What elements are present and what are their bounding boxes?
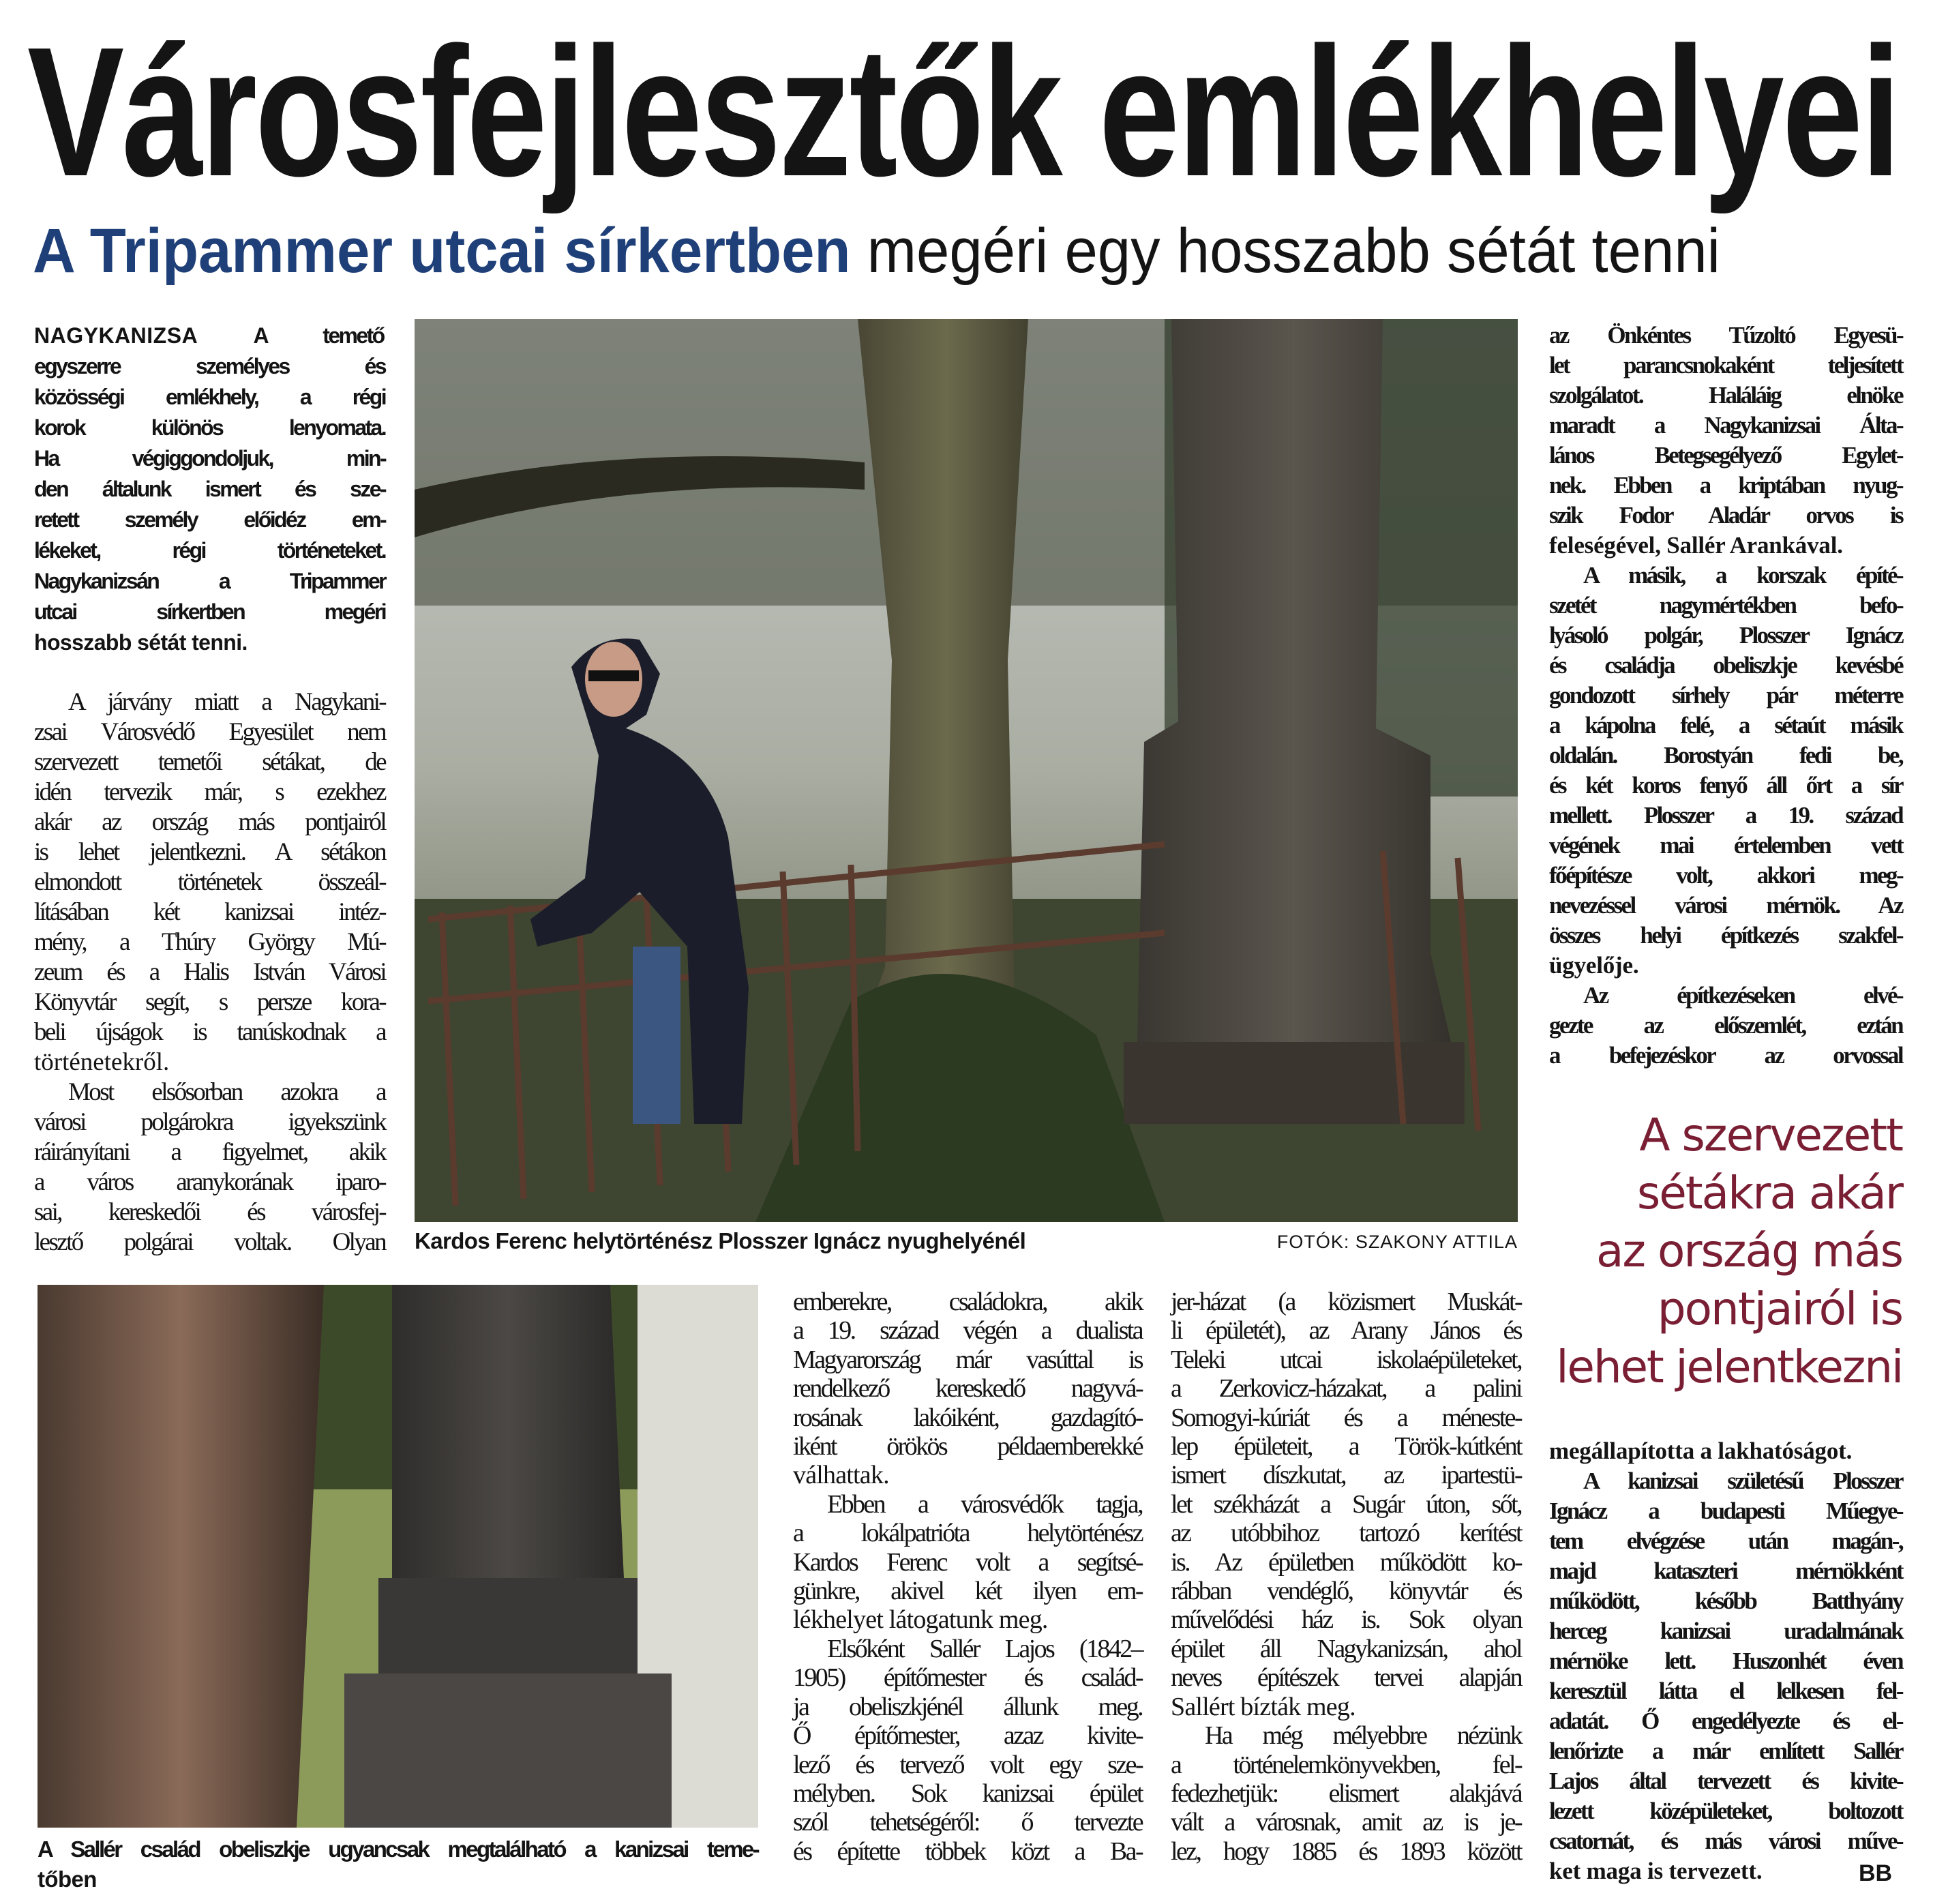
text-line: tem elvégzése után magán-, [1549, 1528, 1902, 1554]
text-line: emberekre, családokra, akik [793, 1288, 1142, 1316]
text-line: az Önkéntes Tűzoltó Egyesü- [1549, 322, 1902, 348]
text-line: keresztül látta el lelkesen fel- [1549, 1678, 1902, 1704]
text-line: let székházát a Sugár úton, sőt, [1171, 1489, 1521, 1519]
text-line: lező és tervező volt egy sze- [793, 1750, 1142, 1779]
article-column-1 [34, 687, 385, 1258]
intro-line: lékeket, régi történeteket. [34, 538, 385, 563]
text-line: li épületét), az Arany János és [1171, 1316, 1521, 1345]
author-signature: BB [1859, 1860, 1893, 1886]
headline: Városfejlesztők emlékhelyei [27, 10, 1899, 215]
pull-quote-line: lehet jelentkezni [1556, 1341, 1902, 1393]
text-line: mény, a Thúry György Mú- [34, 928, 385, 956]
text-line: is. Az épületben működött ko- [1171, 1547, 1521, 1577]
pull-quote-line: sétákra akár [1636, 1167, 1902, 1219]
text-line: adatát. Ő engedélyezte és el- [1549, 1708, 1902, 1734]
text-line: gondozott sírhely pár méterre [1549, 682, 1902, 709]
intro-first-line: NAGYKANIZSA A temető [34, 323, 384, 348]
intro-lead [34, 321, 385, 658]
text-line: Ő építőmester, azaz kivite- [793, 1721, 1142, 1751]
intro-line: Ha végiggondoljuk, min- [34, 446, 385, 471]
text-line: városi polgárokra igyekszünk [34, 1108, 385, 1136]
main-photo-caption: Kardos Ferenc helytörténész Plosszer Ignácz nyughelyénél [415, 1228, 1026, 1253]
text-line: ügyelője. [1549, 952, 1639, 979]
text-line: jer-házat (a közismert Muskát- [1171, 1288, 1521, 1316]
article-column-3 [793, 1288, 1142, 1866]
text-line: a történelemkönyvekben, fel- [1171, 1750, 1521, 1779]
text-line: és két koros fenyő áll őrt a sír [1549, 772, 1902, 799]
text-line: rábban vendéglő, könyvtár és [1171, 1577, 1521, 1606]
intro-line: közösségi emlékhely, a régi [34, 385, 385, 409]
text-line: Magyarország már vasúttal is [793, 1345, 1142, 1374]
text-line: fedezhetjük: elismert alakjává [1171, 1779, 1521, 1808]
caption-line: A Sallér család obeliszkje ugyancsak megtalálható a kanizsai teme- [38, 1836, 758, 1862]
text-line: a befejezéskor az orvossal [1549, 1042, 1902, 1069]
subheadline [33, 217, 1724, 285]
pull-quote-line: A szervezett [1639, 1109, 1902, 1161]
text-line: is lehet jelentkezni. A sétákon [34, 838, 385, 866]
text-line: A kanizsai születésű Plosszer [1583, 1468, 1902, 1494]
text-line: vált a városnak, amit az is je- [1171, 1808, 1521, 1837]
second-photo-caption [38, 1834, 758, 1894]
text-line: lyásoló polgár, Plosszer Ignácz [1549, 622, 1902, 649]
text-line: A járvány miatt a Nagykani- [68, 688, 385, 716]
dateline: NAGYKANIZSA [34, 323, 198, 348]
intro-line: den általunk ismert és sze- [34, 477, 385, 501]
text-line: gezte az előszemlét, eztán [1549, 1012, 1902, 1039]
text-line: nek. Ebben a kriptában nyug- [1549, 472, 1902, 499]
text-line: maradt a Nagykanizsai Álta- [1549, 412, 1902, 438]
text-line: a lokálpatrióta helytörténész [793, 1519, 1142, 1548]
text-line: majd kataszteri mérnökként [1549, 1558, 1902, 1584]
text-line: Ignácz a budapesti Műegye- [1549, 1498, 1902, 1524]
text-line: nevezéssel városi mérnök. Az [1549, 892, 1902, 919]
photo-credit: FOTÓK: SZAKONY ATTILA [1276, 1232, 1518, 1252]
text-line: szetét nagymértékben befo- [1549, 592, 1902, 619]
article-column-right-bottom [1549, 1436, 1902, 1886]
article-column-4 [1171, 1288, 1521, 1866]
text-line: Most elsősorban azokra a [68, 1078, 385, 1106]
intro-line: utcai sírkertben megéri [34, 599, 385, 624]
text-line: szik Fodor Aladár orvos is [1549, 502, 1902, 529]
text-line: Kardos Ferenc volt a segítsé- [793, 1547, 1142, 1577]
subheadline-bold: A Tripammer utcai sírkertben [33, 216, 851, 286]
text-line: Elsőként Sallér Lajos (1842– [827, 1634, 1142, 1663]
text-line: lításában két kanizsai intéz- [34, 898, 385, 926]
text-line: lenőrizte a már említett Sallér [1549, 1738, 1902, 1764]
text-line: sai, kereskedői és városfej- [34, 1198, 385, 1226]
text-line: rosának lakóiként, gazdagító- [793, 1403, 1142, 1432]
text-line: a Zerkovicz-házakat, a palini [1171, 1374, 1521, 1403]
text-line: Ha még mélyebbre nézünk [1205, 1721, 1521, 1751]
intro-line: hosszabb sétát tenni. [34, 630, 248, 655]
text-line: művelődési ház is. Sok olyan [1171, 1605, 1521, 1635]
text-line: beli újságok is tanúskodnak a [34, 1018, 385, 1046]
text-line: lep épületeit, a Török-kútként [1171, 1432, 1521, 1461]
obelisk-photo-image [38, 1285, 758, 1828]
text-line: ismert díszkutat, az ipartestü- [1171, 1461, 1521, 1490]
text-line: A másik, a korszak építé- [1583, 562, 1902, 589]
text-line: ket maga is tervezett. [1549, 1858, 1763, 1884]
text-line: Könyvtár segít, s persze kora- [34, 988, 385, 1016]
text-line: mellett. Plosszer a 19. század [1549, 802, 1902, 829]
text-line: végének mai értelemben vett [1549, 832, 1902, 859]
text-line: működött, később Batthyány [1549, 1588, 1902, 1614]
text-line: oldalán. Borostyán fedi be, [1549, 742, 1902, 769]
text-line: Lajos által tervezett és kivite- [1549, 1768, 1902, 1794]
text-line: herceg kanizsai uradalmának [1549, 1618, 1902, 1644]
text-line: szól tehetségéről: ő tervezte [793, 1808, 1142, 1837]
text-line: és építette többek közt a Ba- [793, 1836, 1142, 1866]
text-line: összes helyi építkezés szakfel- [1549, 922, 1902, 949]
text-line: 1905) építőmester és család- [793, 1663, 1142, 1693]
cemetery-photo-image [415, 319, 1518, 1222]
article-column-right-top [1549, 321, 1902, 1071]
text-line: lesztő polgárai voltak. Olyan [34, 1228, 385, 1256]
text-line: lez, hogy 1885 és 1893 között [1171, 1836, 1521, 1866]
main-photo [415, 319, 1518, 1222]
second-photo [38, 1285, 758, 1828]
text-line: akár az ország más pontjairól [34, 808, 385, 836]
text-line: zsai Városvédő Egyesület nem [34, 718, 385, 746]
text-line: szolgálatot. Haláláig elnöke [1549, 382, 1902, 408]
text-line: szervezett temetői sétákat, de [34, 748, 385, 776]
text-line: épület áll Nagykanizsán, ahol [1171, 1634, 1521, 1663]
intro-line: Nagykanizsán a Tripammer [34, 569, 385, 593]
text-line: idén tervezik már, s ezekhez [34, 778, 385, 806]
text-line: iként örökös példaemberekké [793, 1432, 1142, 1461]
subheadline-regular: megéri egy hosszabb sétát tenni [867, 216, 1720, 286]
text-line: a 19. század végén a dualista [793, 1316, 1142, 1345]
intro-line: egyszerre személyes és [34, 354, 385, 378]
text-line: Somogyi-kúriát és a méneste- [1171, 1403, 1521, 1432]
text-line: főépítésze volt, akkori meg- [1549, 862, 1902, 889]
caption-line: tőben [38, 1866, 97, 1892]
text-line: és családja obeliszkje kevésbé [1549, 652, 1902, 679]
text-line: a város aranykorának iparo- [34, 1168, 385, 1196]
text-line: Ebben a városvédők tagja, [827, 1489, 1142, 1519]
text-line: ráirányítani a figyelmet, akik [34, 1138, 385, 1166]
text-line: mélyben. Sok kanizsai épület [793, 1779, 1142, 1808]
text-line: let parancsnokaként teljesített [1549, 352, 1902, 378]
text-line: Sallért bízták meg. [1171, 1692, 1355, 1721]
text-line: lezett középületeket, boltozott [1549, 1798, 1902, 1824]
text-line: günkre, akivel két ilyen em- [793, 1577, 1142, 1606]
text-line: a kápolna felé, a sétaút másik [1549, 712, 1902, 739]
text-line: ja obeliszkjénél állunk meg. [793, 1692, 1142, 1721]
text-line: mérnöke lett. Huszonhét éven [1549, 1648, 1902, 1674]
text-line: Az építkezéseken elvé- [1583, 982, 1902, 1009]
text-line: megállapította a lakhatóságot. [1549, 1438, 1853, 1464]
pull-quote-line: pontjairól is [1657, 1283, 1902, 1335]
text-line: lékhelyet látogatunk meg. [793, 1605, 1048, 1635]
intro-line: korok különös lenyomata. [34, 415, 385, 440]
text-line: zeum és a Halis István Városi [34, 958, 385, 986]
text-line: az utóbbihoz tartozó kerítést [1171, 1519, 1521, 1548]
text-line: lános Betegsegélyező Egylet- [1549, 442, 1902, 468]
text-line: rendelkező kereskedő nagyvá- [793, 1374, 1142, 1403]
text-line: Teleki utcai iskolaépületeket, [1171, 1345, 1521, 1374]
text-line: neves építészek tervei alapján [1171, 1663, 1521, 1693]
pull-quote-line: az ország más [1595, 1225, 1902, 1277]
text-line: feleségével, Sallér Arankával. [1549, 532, 1843, 559]
text-line: válhattak. [793, 1461, 889, 1490]
intro-line: retett személy előidéz em- [34, 507, 385, 532]
pull-quote [1555, 1106, 1902, 1396]
text-line: elmondott történetek összeál- [34, 868, 385, 896]
text-line: történetekről. [34, 1048, 170, 1076]
text-line: csatornát, és más városi műve- [1549, 1828, 1902, 1854]
